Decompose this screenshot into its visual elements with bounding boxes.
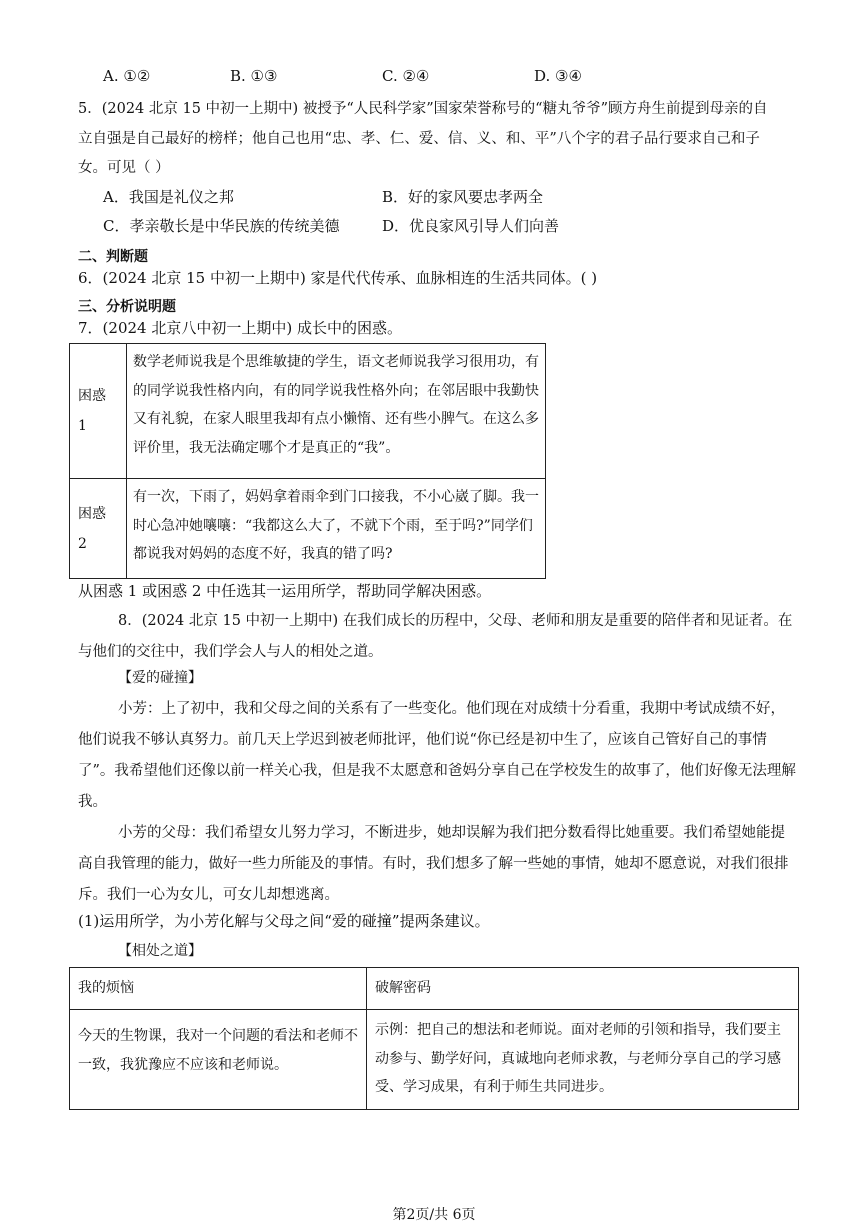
q7-confusion-table — [69, 343, 546, 579]
section-heading-judgment: 二、判断题 — [78, 249, 148, 265]
table-row — [70, 479, 546, 579]
option-d: D. ③④ — [534, 67, 582, 85]
trouble-cell: 今天的生物课，我对一个问题的看法和老师不一致，我犹豫应不应该和老师说。 — [70, 1010, 367, 1110]
confusion-2-label: 困惑 2 — [70, 479, 127, 579]
table-row — [70, 968, 799, 1010]
table-row — [70, 344, 546, 479]
column-header-trouble: 我的烦恼 — [70, 968, 367, 1010]
q8-intro: 8．(2024 北京 15 中初一上期中) 在我们成长的历程中，父母、老师和朋友是重要的陪伴者和见证者。在与他们的交往中，我们学会人与人的相处之道。 — [78, 613, 793, 660]
q5-option-d: D．优良家风引导人们向善 — [382, 217, 560, 235]
confusion-2-text: 有一次，下雨了，妈妈拿着雨伞到门口接我，不小心崴了脚。我一时心急冲她嚷嚷：“我都这么大了，不就下个雨，至于吗?”同学们都说我对妈妈的态度不好，我真的错了吗? — [127, 479, 546, 579]
option-a: A. ①② — [103, 67, 151, 85]
table-row — [70, 1010, 799, 1110]
q8-section-getting-along: 【相处之道】 — [118, 943, 202, 959]
confusion-1-text: 数学老师说我是个思维敏捷的学生，语文老师说我学习很用功，有的同学说我性格内向，有的同学说我性格外向；在邻居眼中我勤快又有礼貌，在家人眼里我却有点小懒惰、还有些小脾气。在这么多评价里，我无法确定哪个才是真正的“我”。 — [127, 344, 546, 479]
q5-line-2: 立自强是自己最好的榜样；他自己也用“忠、孝、仁、爱、信、义、和、平”八个字的君子品行要求自己和子 — [78, 131, 760, 147]
q8-getting-along-table — [69, 967, 799, 1110]
q5-line-1: 5．(2024 北京 15 中初一上期中) 被授予“人民科学家”国家荣誉称号的“糖丸爷爷”顾方舟生前提到母亲的自 — [78, 101, 768, 117]
option-b: B. ①③ — [230, 67, 278, 85]
q7-task: 从困惑 1 或困惑 2 中任选其一运用所学，帮助同学解决困惑。 — [78, 582, 492, 600]
q5-option-b: B．好的家风要忠孝两全 — [382, 188, 544, 206]
solution-cell: 示例：把自己的想法和老师说。面对老师的引领和指导，我们要主动参与、勤学好问，真诚地向老师求教，与老师分享自己的学习感受、学习成果，有利于师生共同进步。 — [367, 1010, 799, 1110]
q8-parents-text: 小芳的父母：我们希望女儿努力学习，不断进步，她却误解为我们把分数看得比她重要。我们希望她能提高自我管理的能力，做好一些力所能及的事情。有时，我们想多了解一些她的事情，她却不愿意说，对我们很排斥。我们一心为女儿，可女儿却想逃离。 — [78, 825, 789, 903]
q7-stem: 7．(2024 北京八中初一上期中) 成长中的困惑。 — [78, 319, 402, 337]
q5-option-a: A．我国是礼仪之邦 — [103, 188, 234, 206]
column-header-solution: 破解密码 — [367, 968, 799, 1010]
section-heading-analysis: 三、分析说明题 — [78, 299, 176, 315]
confusion-1-label: 困惑 1 — [70, 344, 127, 479]
q8-xiaofang-text: 小芳：上了初中，我和父母之间的关系有了一些变化。他们现在对成绩十分看重，我期中考试成绩不好，他们说我不够认真努力。前几天上学迟到被老师批评，他们说“你已经是初中生了，应该自己管好自己的事情了”。我希望他们还像以前一样关心我，但是我不太愿意和爸妈分享自己在学校发生的故事了，他们好像无法理解我。 — [78, 701, 796, 810]
q5-option-c: C．孝亲敬长是中华民族的传统美德 — [103, 217, 340, 235]
page-footer: 第2页/共 6页 — [392, 1207, 476, 1223]
q5-line-3: 女。可见（ ） — [78, 160, 170, 176]
q8-subquestion-1: (1)运用所学，为小芳化解与父母之间“爱的碰撞”提两条建议。 — [78, 912, 490, 930]
q8-section-love-collision: 【爱的碰撞】 — [118, 670, 202, 686]
q6-text: 6．(2024 北京 15 中初一上期中) 家是代代传承、血脉相连的生活共同体。( ) — [78, 269, 598, 287]
option-c: C. ②④ — [382, 67, 430, 85]
